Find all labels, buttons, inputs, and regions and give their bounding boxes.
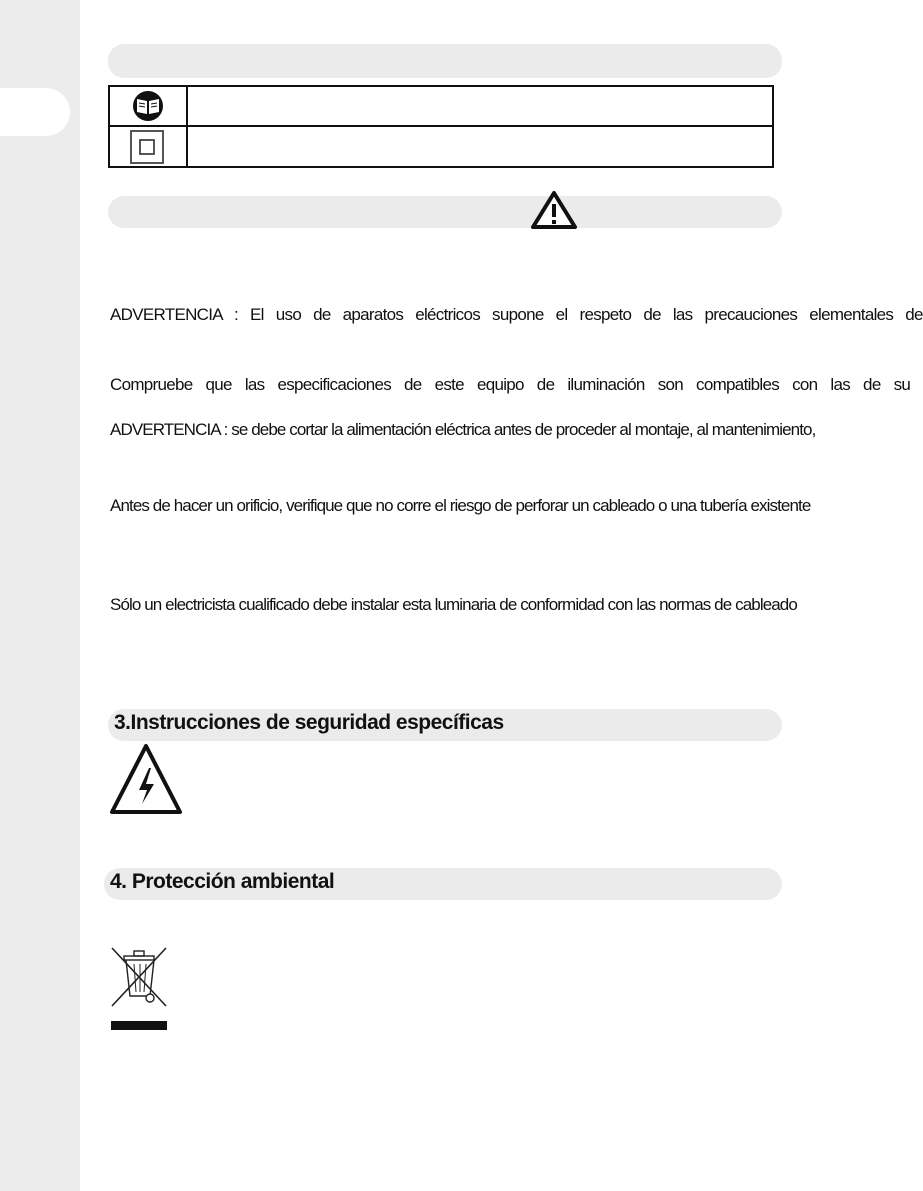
- symbol-row: [110, 87, 772, 127]
- language-tab: [0, 88, 70, 136]
- high-voltage-icon: [108, 740, 184, 820]
- section-bar-specific-safety: [108, 709, 782, 741]
- crossed-bin-icon: [110, 944, 170, 1032]
- power-cut-paragraph: ADVERTENCIA : se debe cortar la alimentación eléctrica antes de proceder al montaje, al mantenimiento,: [110, 420, 816, 439]
- manual-book-icon: [110, 87, 186, 125]
- double-insulation-icon: [110, 127, 186, 166]
- electrician-paragraph: Sólo un electricista cualificado debe instalar esta luminaria de conformidad con las normas de cableado: [110, 595, 797, 614]
- left-margin-strip: [0, 0, 80, 1191]
- section-title-specific-safety: 3.Instrucciones de seguridad específicas: [114, 711, 504, 734]
- drilling-paragraph: Antes de hacer un orificio, verifique que no corre el riesgo de perforar un cableado o una tubería existente: [110, 496, 811, 515]
- section-bar-environment: [104, 868, 782, 900]
- warning-paragraph: ADVERTENCIA : El uso de aparatos eléctricos supone el respeto de las precauciones elementales de: [110, 305, 923, 324]
- specification-paragraph: Compruebe que las especificaciones de este equipo de iluminación son compatibles con las de su: [110, 375, 911, 394]
- symbol-cell: [110, 127, 188, 166]
- symbol-row: [110, 127, 772, 166]
- section-bar-general-safety: [108, 196, 782, 228]
- symbols-table: [108, 85, 774, 168]
- section-bar-symbols: [108, 44, 782, 78]
- symbol-cell: [110, 87, 188, 125]
- warning-triangle-icon: [530, 190, 578, 230]
- section-title-environment: 4. Protección ambiental: [110, 870, 335, 893]
